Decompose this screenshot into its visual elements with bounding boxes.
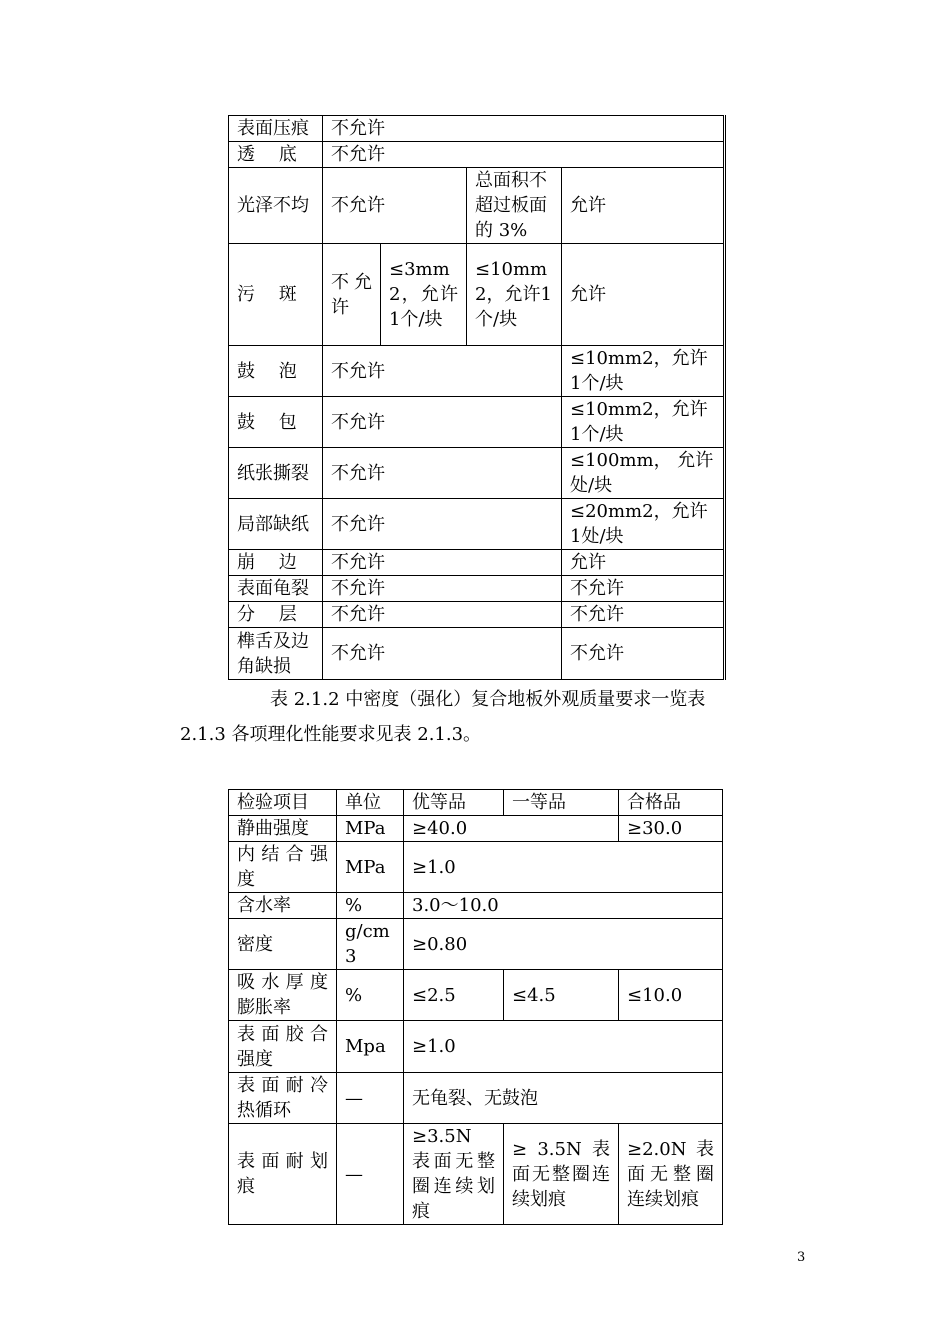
requirement-cell: 不允许 xyxy=(323,448,562,499)
table-row xyxy=(229,550,725,576)
value-cell: 3.0～10.0 xyxy=(404,893,723,919)
requirement-cell: 不允许 xyxy=(323,397,562,448)
value-cell: ≤2.5 xyxy=(404,970,504,1021)
item-name: 含水率 xyxy=(229,893,337,919)
table-row xyxy=(229,816,723,842)
requirement-cell: 总面积不超过板面的 3% xyxy=(467,168,562,244)
value-cell: ≥2.0N 表面无整圈连续划痕 xyxy=(619,1124,723,1225)
value-cell: ≥3.5N 表面无整圈连续划痕 xyxy=(404,1124,504,1225)
table-row xyxy=(229,970,723,1021)
value-cell: ≥40.0 xyxy=(404,816,619,842)
column-header: 检验项目 xyxy=(229,790,337,816)
table-row xyxy=(229,842,723,893)
column-header: 单位 xyxy=(337,790,404,816)
table-row xyxy=(229,499,725,550)
item-name: 吸 水 厚 度膨胀率 xyxy=(229,970,337,1021)
physical-chemical-table xyxy=(228,789,723,1225)
table-row xyxy=(229,397,725,448)
table-row xyxy=(229,346,725,397)
column-header: 优等品 xyxy=(404,790,504,816)
table-row xyxy=(229,1073,723,1124)
table-row xyxy=(229,628,725,680)
defect-name: 鼓 包 xyxy=(229,397,323,448)
unit-cell: — xyxy=(337,1073,404,1124)
requirement-cell: 允许 xyxy=(562,244,725,346)
table-row xyxy=(229,893,723,919)
defect-name: 崩 边 xyxy=(229,550,323,576)
defect-name: 透 底 xyxy=(229,142,323,168)
table-row xyxy=(229,602,725,628)
requirement-cell: 不允许 xyxy=(323,168,467,244)
defect-name: 光泽不均 xyxy=(229,168,323,244)
table-row xyxy=(229,1124,723,1225)
unit-cell: % xyxy=(337,893,404,919)
page-number: 3 xyxy=(797,1250,806,1265)
table-row xyxy=(229,919,723,970)
item-name: 静曲强度 xyxy=(229,816,337,842)
value-cell: ≤4.5 xyxy=(504,970,619,1021)
unit-cell: — xyxy=(337,1124,404,1225)
value-cell: ≤10.0 xyxy=(619,970,723,1021)
item-name: 内 结 合 强度 xyxy=(229,842,337,893)
table-row xyxy=(229,576,725,602)
value-cell: ≥1.0 xyxy=(404,842,723,893)
table-row xyxy=(229,142,725,168)
table-row xyxy=(229,168,725,244)
unit-cell: MPa xyxy=(337,842,404,893)
defect-name: 纸张撕裂 xyxy=(229,448,323,499)
item-name: 表 面 耐 划痕 xyxy=(229,1124,337,1225)
value-cell: ≥30.0 xyxy=(619,816,723,842)
value-cell: ≥0.80 xyxy=(404,919,723,970)
requirement-cell: 不允许 xyxy=(323,116,725,142)
appearance-quality-table xyxy=(228,115,726,680)
defect-name: 局部缺纸 xyxy=(229,499,323,550)
value-cell: ≥1.0 xyxy=(404,1021,723,1073)
body-paragraph: 2.1.3 各项理化性能要求见表 2.1.3。 xyxy=(180,724,482,745)
unit-cell: g/cm3 xyxy=(337,919,404,970)
requirement-cell: ≤10mm2，允许 1个/块 xyxy=(562,346,725,397)
requirement-cell: ≤100mm， 允许处/块 xyxy=(562,448,725,499)
unit-cell: MPa xyxy=(337,816,404,842)
requirement-cell: 不允许 xyxy=(323,628,562,680)
table-row xyxy=(229,1021,723,1073)
requirement-cell: 不允许 xyxy=(323,602,562,628)
unit-cell: % xyxy=(337,970,404,1021)
requirement-cell: 允许 xyxy=(562,550,725,576)
defect-name: 鼓 泡 xyxy=(229,346,323,397)
requirement-cell: 不允许 xyxy=(562,628,725,680)
table-row xyxy=(229,244,725,346)
unit-cell: Mpa xyxy=(337,1021,404,1073)
requirement-cell: 不允许 xyxy=(323,550,562,576)
requirement-cell: 不允许 xyxy=(323,499,562,550)
item-name: 密度 xyxy=(229,919,337,970)
defect-name: 分 层 xyxy=(229,602,323,628)
defect-name: 榫舌及边角缺损 xyxy=(229,628,323,680)
item-name: 表 面 耐 冷热循环 xyxy=(229,1073,337,1124)
requirement-cell: 不允许 xyxy=(323,244,381,346)
table-caption: 表 2.1.2 中密度（强化）复合地板外观质量要求一览表 xyxy=(270,689,706,710)
item-name: 表 面 胶 合强度 xyxy=(229,1021,337,1073)
defect-name: 污 斑 xyxy=(229,244,323,346)
requirement-cell: 不允许 xyxy=(323,576,562,602)
column-header: 合格品 xyxy=(619,790,723,816)
requirement-cell: 不允许 xyxy=(323,142,725,168)
value-cell: ≥ 3.5N 表面无整圈连续划痕 xyxy=(504,1124,619,1225)
table-header-row xyxy=(229,790,723,816)
column-header: 一等品 xyxy=(504,790,619,816)
value-cell: 无龟裂、无鼓泡 xyxy=(404,1073,723,1124)
requirement-cell: ≤20mm2，允许 1处/块 xyxy=(562,499,725,550)
requirement-cell: 允许 xyxy=(562,168,725,244)
requirement-cell: ≤3mm2，允许 1个/块 xyxy=(381,244,467,346)
requirement-cell: ≤10mm2，允许1个/块 xyxy=(467,244,562,346)
defect-name: 表面压痕 xyxy=(229,116,323,142)
requirement-cell: 不允许 xyxy=(562,576,725,602)
defect-name: 表面龟裂 xyxy=(229,576,323,602)
table-row xyxy=(229,116,725,142)
requirement-cell: 不允许 xyxy=(562,602,725,628)
requirement-cell: 不允许 xyxy=(323,346,562,397)
requirement-cell: ≤10mm2，允许 1个/块 xyxy=(562,397,725,448)
table-row xyxy=(229,448,725,499)
